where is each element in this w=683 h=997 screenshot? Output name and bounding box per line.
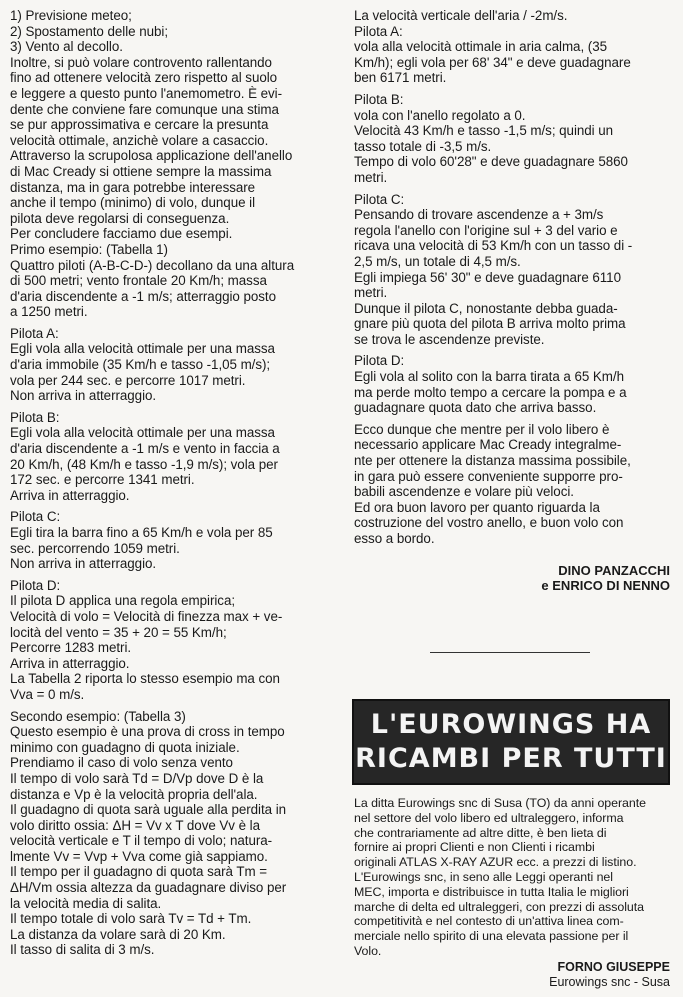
text-line: ΔH/Vm ossia altezza da guadagnare diviso per	[10, 880, 287, 896]
text-line: Km/h); egli vola per 68' 34" e deve guadagnare	[354, 54, 631, 70]
text-line: competitività e nel contesto di un'attiva linea com-	[354, 914, 624, 929]
text-line: Pilota B:	[10, 409, 60, 425]
text-line: Egli tira la barra fino a 65 Km/h e vola per 85	[10, 525, 273, 540]
author-name-1: DINO PANZACCHI	[558, 562, 670, 578]
text-line: che contrariamente ad altre ditte, è ben lieta di	[354, 825, 607, 840]
pilota-a-paragraph	[10, 326, 332, 404]
text-line: Egli impiega 56' 30" e deve guadagnare 6110	[354, 269, 621, 285]
ad-signature-company: Eurowings snc - Susa	[549, 975, 670, 989]
text-line: Prendiamo il caso di volo senza vento	[10, 755, 233, 771]
text-line: Volo.	[354, 943, 382, 958]
text-line: d'aria discendente a -1 m/s; atterraggio posto	[10, 288, 276, 304]
text-line: pilota deve regolarsi di conseguenza.	[10, 210, 230, 226]
text-line: Ed ora buon lavoro per quanto riguarda la	[354, 499, 600, 515]
text-line: Tempo di volo 60'28" e deve guadagnare 5860	[354, 154, 628, 170]
text-line: Questo esempio è una prova di cross in tempo	[10, 724, 285, 740]
text-line: Attraverso la scrupolosa applicazione dell'anello	[10, 148, 293, 164]
text-line: Pilota C:	[354, 191, 405, 207]
text-line: originali ATLAS X-RAY AZUR ecc. a prezzi di listino.	[354, 855, 637, 870]
text-line: vola per 244 sec. e percorre 1017 metri.	[10, 372, 246, 388]
text-line: Velocità 43 Km/h e tasso -1,5 m/s; quindi un	[354, 123, 614, 139]
text-line: Il pilota D applica una regola empirica;	[10, 593, 236, 609]
text-line: Per concludere facciamo due esempi.	[10, 226, 233, 242]
text-line: gnare più quota del pilota B arriva molto prima	[354, 316, 626, 332]
text-line: volo diritto ossia: ΔH = Vv x T dove Vv è la	[10, 817, 260, 833]
text-line: Non arriva in atterraggio.	[10, 556, 157, 572]
intro-paragraph	[10, 8, 332, 320]
pilota-b-paragraph	[10, 410, 332, 504]
text-line: Pensando di trovare ascendenze a + 3m/s	[354, 207, 604, 223]
text-line: lmente Vv = Vvp + Vva come già sappiamo.	[10, 848, 268, 864]
text-line: Il tasso di salita di 3 m/s.	[10, 942, 155, 958]
pilota-d-paragraph	[10, 578, 332, 703]
text-line: 3) Vento al decollo.	[10, 39, 123, 55]
text-line: se trova le ascendenze previste.	[354, 331, 545, 347]
author-signature	[354, 563, 670, 594]
text-line: 2,5 m/s, un totale di 4,5 m/s.	[354, 253, 521, 269]
pilota-c-paragraph	[10, 509, 332, 571]
text-line: Ecco dunque che mentre per il volo libero è	[354, 421, 610, 437]
text-line: d'aria discendente a -1 m/s e vento in faccia a	[10, 441, 280, 457]
text-line: marche di delta ed ultraleggeri, con prezzi di assoluta	[354, 899, 644, 914]
text-line: Secondo esempio: (Tabella 3)	[10, 708, 186, 724]
tabella3-pilota-a-paragraph	[354, 8, 670, 86]
text-line: esso a bordo.	[354, 531, 435, 546]
text-line: Inoltre, si può volare controvento rallentando	[10, 54, 272, 70]
text-line: metri.	[354, 285, 388, 301]
text-line: anche il tempo (minimo) di volo, dunque il	[10, 195, 256, 211]
text-line: Pilota D:	[10, 577, 61, 593]
text-line: Pilota A:	[354, 23, 403, 39]
text-line: di 500 metri; vento frontale 20 Km/h; massa	[10, 273, 267, 289]
right-column	[354, 8, 670, 594]
ad-title-line-2: RICAMBI PER TUTTI	[355, 743, 667, 774]
text-line: Pilota A:	[10, 325, 59, 341]
ad-body	[354, 796, 670, 959]
text-line: e leggere a questo punto l'anemometro. È evi-	[10, 85, 283, 101]
text-line: regola l'anello con l'origine sul + 3 del vario e	[354, 222, 618, 238]
text-line: nel settore del volo libero ed ultraleggero, informa	[354, 810, 624, 825]
text-line: babili ascendenze e volare più veloci.	[354, 484, 574, 500]
text-line: Egli vola alla velocità ottimale per una massa	[10, 341, 275, 357]
text-line: merciale nello spirito di una elevata passione per il	[354, 929, 629, 944]
text-line: Arriva in atterraggio.	[10, 655, 130, 671]
ad-title-line-1: L'EUROWINGS HA	[370, 709, 652, 740]
text-line: La velocità verticale dell'aria / -2m/s.	[354, 8, 568, 23]
text-line: Quattro piloti (A-B-C-D-) decollano da una altura	[10, 257, 295, 273]
text-line: locità del vento = 35 + 20 = 55 Km/h;	[10, 624, 227, 640]
secondo-esempio-paragraph	[10, 709, 332, 959]
tabella3-pilota-d-paragraph	[354, 353, 670, 415]
text-line: L'Eurowings snc, in seno alle Leggi operanti nel	[354, 869, 613, 884]
text-line: ben 6171 metri.	[354, 70, 447, 86]
text-line: d'aria immobile (35 Km/h e tasso -1,05 m/s);	[10, 357, 271, 373]
text-line: ma perde molto tempo a cercare la pompa e a	[354, 384, 627, 400]
text-line: velocità verticale e T il tempo di volo; natura-	[10, 833, 273, 849]
text-line: Pilota B:	[354, 91, 404, 107]
text-line: distanza, ma in gara potrebbe interessare	[10, 179, 256, 195]
tabella3-pilota-c-paragraph	[354, 192, 670, 348]
text-line: Egli vola alla velocità ottimale per una massa	[10, 425, 275, 441]
conclusion-paragraph	[354, 422, 670, 547]
author-name-2: e ENRICO DI NENNO	[541, 578, 670, 594]
text-line: metri.	[354, 169, 388, 185]
text-line: Dunque il pilota C, nonostante debba guada-	[354, 300, 618, 316]
text-line: sec. percorrendo 1059 metri.	[10, 540, 180, 556]
text-line: fino ad ottenere velocità zero rispetto al suolo	[10, 70, 278, 86]
text-line: a 1250 metri.	[10, 304, 88, 320]
text-line: Il tempo totale di volo sarà Tv = Td + Tm.	[10, 911, 252, 927]
text-line: fornire ai propri Clienti e non Clienti i ricambi	[354, 840, 595, 855]
text-line: la velocità media di salita.	[10, 895, 162, 911]
text-line: dente che conviene fare comunque una stima	[10, 101, 279, 117]
text-line: La Tabella 2 riporta lo stesso esempio ma con	[10, 671, 280, 687]
text-line: Il guadagno di quota sarà uguale alla perdita in	[10, 802, 287, 818]
text-line: distanza e Vp è la velocità propria dell'ala.	[10, 786, 258, 802]
text-line: 172 sec. e percorre 1341 metri.	[10, 472, 195, 488]
text-line: 20 Km/h, (48 Km/h e tasso -1,9 m/s); vola per	[10, 456, 278, 472]
text-line: La distanza da volare sarà di 20 Km.	[10, 926, 226, 942]
text-line: se pur approssimativa e cercare la presunta	[10, 117, 269, 133]
text-line: in gara può essere conveniente supporre pro-	[354, 468, 623, 484]
text-line: MEC, importa e distribuisce in tutta Italia le migliori	[354, 884, 629, 899]
text-line: Vva = 0 m/s.	[10, 686, 85, 702]
text-line: vola alla velocità ottimale in aria calma, (35	[354, 39, 607, 55]
text-line: Velocità di volo = Velocità di finezza max + ve-	[10, 608, 283, 624]
ad-headline-box	[352, 699, 670, 785]
left-column	[10, 8, 332, 958]
text-line: di Mac Cready si ottiene sempre la massima	[10, 163, 272, 179]
text-line: nte per ottenere la distanza massima possibile,	[354, 453, 631, 469]
text-line: Pilota D:	[354, 353, 405, 369]
text-line: vola con l'anello regolato a 0.	[354, 107, 526, 123]
text-line: ricava una velocità di 53 Km/h con un tasso di -	[354, 238, 633, 254]
text-line: La ditta Eurowings snc di Susa (TO) da anni operante	[354, 796, 646, 810]
text-line: velocità ottimale, anzichè volare a casaccio.	[10, 132, 269, 148]
text-line: 2) Spostamento delle nubi;	[10, 23, 169, 39]
text-line: Egli vola al solito con la barra tirata a 65 Km/h	[354, 369, 624, 385]
ad-signature-name: FORNO GIUSEPPE	[557, 960, 670, 974]
text-line: Pilota C:	[10, 509, 61, 525]
text-line: Primo esempio: (Tabella 1)	[10, 241, 168, 257]
text-line: Non arriva in atterraggio.	[10, 388, 157, 404]
text-line: costruzione del vostro anello, e buon volo con	[354, 515, 624, 531]
tabella3-pilota-b-paragraph	[354, 92, 670, 186]
ad-signature	[354, 960, 670, 990]
text-line: minimo con guadagno di quota iniziale.	[10, 739, 240, 755]
text-line: Il tempo per il guadagno di quota sarà Tm =	[10, 864, 268, 880]
text-line: Arriva in atterraggio.	[10, 487, 130, 503]
text-line: necessario applicare Mac Cready integralme-	[354, 437, 622, 453]
text-line: tasso totale di -3,5 m/s.	[354, 138, 492, 154]
text-line: guadagnare quota dato che arriva basso.	[354, 400, 597, 416]
section-divider	[430, 652, 590, 653]
text-line: Il tempo di volo sarà Td = D/Vp dove D è la	[10, 770, 264, 786]
text-line: Percorre 1283 metri.	[10, 640, 132, 656]
text-line: 1) Previsione meteo;	[10, 8, 132, 23]
